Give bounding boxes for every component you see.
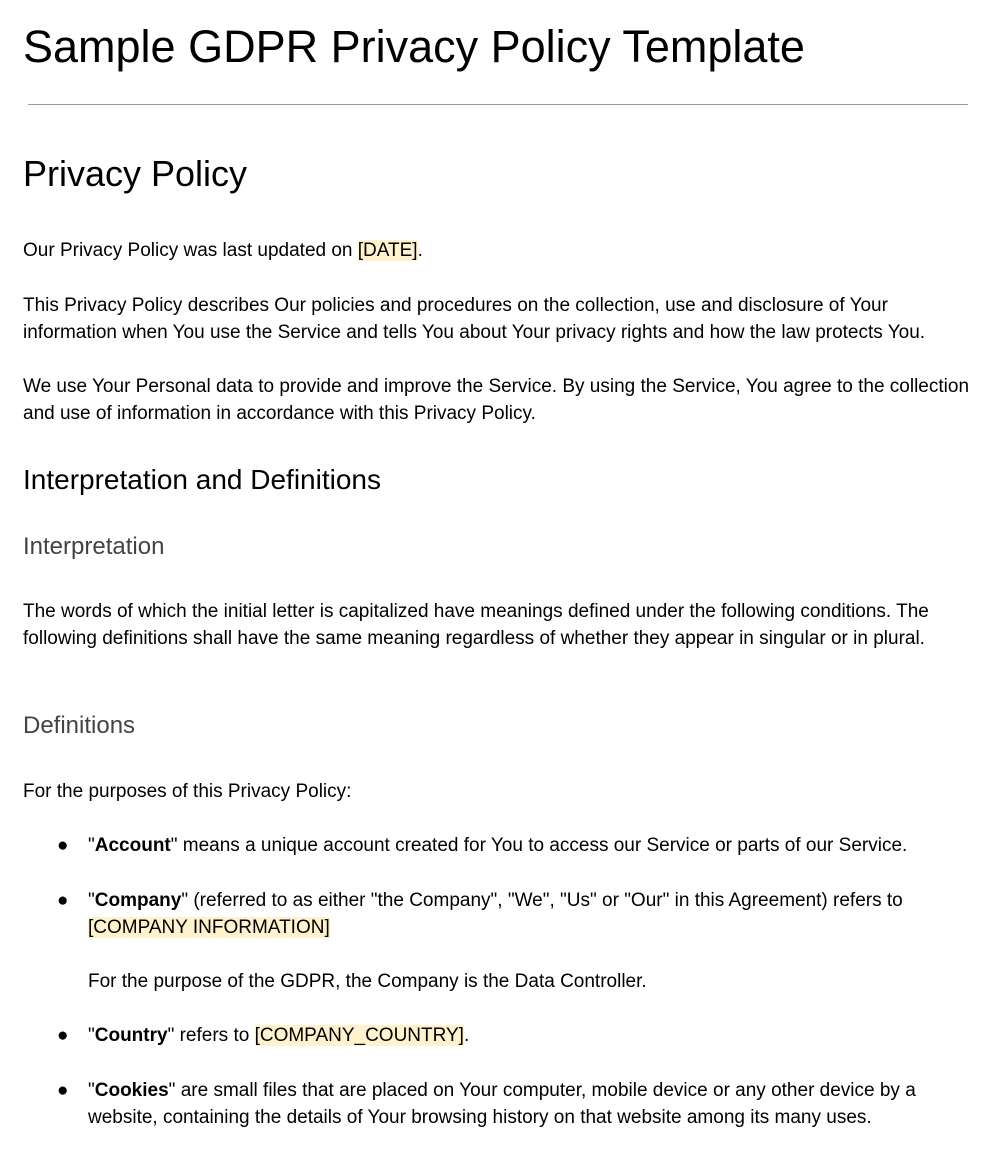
definition-cookies	[57, 1077, 968, 1131]
definition-text: (referred to as either "the Company", "We", "Us" or "Our" in this Agreement) refers to	[188, 890, 903, 911]
term-country: Country	[94, 1025, 168, 1046]
last-updated-prefix: Our Privacy Policy was last updated on	[23, 240, 358, 261]
bullet-icon: ●	[57, 1025, 69, 1046]
definition-suffix: .	[463, 1025, 470, 1046]
company-information-placeholder: [COMPANY INFORMATION]	[88, 917, 330, 938]
definition-country	[57, 1022, 968, 1049]
last-updated-paragraph	[23, 237, 983, 264]
definitions-lead: For the purposes of this Privacy Policy:	[23, 781, 352, 802]
bullet-icon: ●	[57, 1080, 69, 1101]
intro-paragraph-2: We use Your Personal data to provide and improve the Service. By using the Service, You agree to the collection and use of information in accordance with this Privacy Policy.	[23, 376, 970, 424]
horizontal-rule	[28, 104, 968, 105]
close-quote: "	[168, 1080, 176, 1101]
open-quote: "	[88, 1025, 95, 1046]
date-placeholder: [DATE]	[357, 240, 418, 261]
definition-company	[57, 887, 968, 941]
company-gdpr-note: For the purpose of the GDPR, the Company is the Data Controller.	[88, 971, 647, 992]
open-quote: "	[88, 1080, 95, 1101]
close-quote: "	[181, 890, 189, 911]
interpretation-paragraph: The words of which the initial letter is capitalized have meanings defined under the following conditions. The following definitions shall have the same meaning regardless of whether they appear in singular or in plural.	[23, 601, 929, 649]
term-company: Company	[94, 890, 182, 911]
intro-paragraph-1: This Privacy Policy describes Our policies and procedures on the collection, use and disclosure of Your information when You use the Service and tells You about Your privacy rights and how the law protects You.	[23, 295, 926, 343]
company-country-placeholder: [COMPANY_COUNTRY]	[254, 1025, 464, 1046]
close-quote: "	[170, 835, 178, 856]
definition-text: refers to	[174, 1025, 255, 1046]
privacy-policy-heading: Privacy Policy	[23, 153, 248, 194]
definitions-heading: Definitions	[23, 712, 136, 739]
document-title: Sample GDPR Privacy Policy Template	[23, 21, 805, 72]
term-account: Account	[94, 835, 171, 856]
term-cookies: Cookies	[94, 1080, 169, 1101]
interpretation-heading: Interpretation	[23, 533, 165, 560]
definition-text: means a unique account created for You to access our Service or parts of our Service.	[177, 835, 908, 856]
interpretation-definitions-heading: Interpretation and Definitions	[23, 464, 381, 495]
close-quote: "	[167, 1025, 175, 1046]
bullet-icon: ●	[57, 835, 69, 856]
definition-text: are small files that are placed on Your computer, mobile device or any other device by a website, containing the details of Your browsing history on that website among its many uses.	[88, 1080, 916, 1128]
open-quote: "	[88, 890, 95, 911]
open-quote: "	[88, 835, 95, 856]
last-updated-suffix: .	[417, 240, 423, 261]
definition-account	[57, 832, 968, 859]
bullet-icon: ●	[57, 890, 69, 911]
